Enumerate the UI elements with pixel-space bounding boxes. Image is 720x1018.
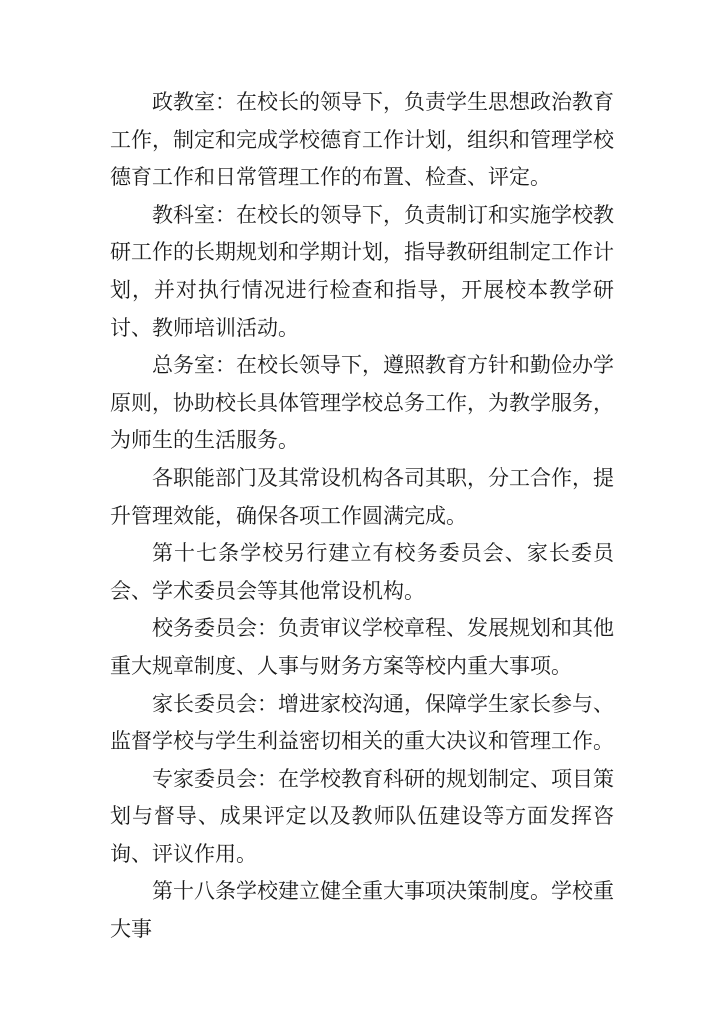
paragraph-parents-committee: 家长委员会：增进家校沟通，保障学生家长参与、监督学校与学生利益密切相关的重大决议和管理工作。 [110, 691, 614, 754]
paragraph-school-affairs-committee: 校务委员会：负责审议学校章程、发展规划和其他重大规章制度、人事与财务方案等校内重大事项。 [110, 616, 614, 678]
paragraph-zongwushi: 总务室：在校长领导下，遵照教育方针和勤俭办学原则，协助校长具体管理学校总务工作，为教学服务，为师生的生活服务。 [110, 353, 614, 453]
document-body [110, 84, 614, 949]
paragraph-article-17: 第十七条学校另行建立有校务委员会、家长委员会、学术委员会等其他常设机构。 [110, 541, 614, 603]
paragraph-zhengjiaoshi: 政教室：在校长的领导下，负责学生思想政治教育工作，制定和完成学校德育工作计划，组织和管理学校德育工作和日常管理工作的布置、检查、评定。 [110, 90, 614, 190]
paragraph-jiaokeshi: 教科室：在校长的领导下，负责制订和实施学校教研工作的长期规划和学期计划，指导教研组制定工作计划，并对执行情况进行检查和指导，开展校本教学研讨、教师培训活动。 [110, 202, 614, 340]
paragraph-functional-departments: 各职能部门及其常设机构各司其职，分工合作，提升管理效能，确保各项工作圆满完成。 [110, 465, 614, 528]
paragraph-article-18: 第十八条学校建立健全重大事项决策制度。学校重大事 [110, 879, 614, 942]
paragraph-expert-committee: 专家委员会：在学校教育科研的规划制定、项目策划与督导、成果评定以及教师队伍建设等方面发挥咨询、评议作用。 [110, 766, 614, 866]
